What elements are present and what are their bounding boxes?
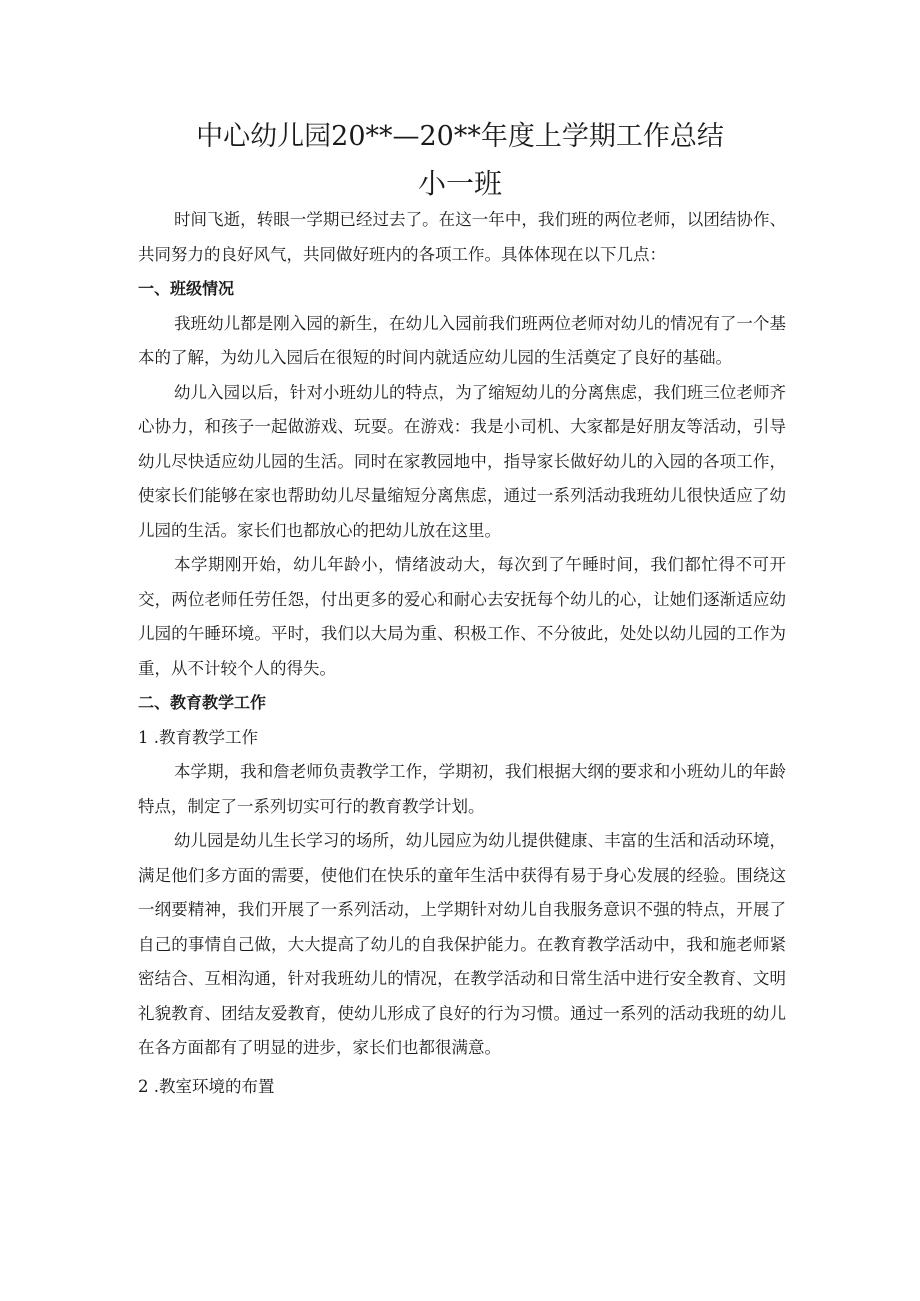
section2-sub1-paragraph-2: 幼儿园是幼儿生长学习的场所，幼儿园应为幼儿提供健康、丰富的生活和活动环境，满足他们多方面的需要，使他们在快乐的童年生活中获得有易于身心发展的经验。围绕这一纲要精神，我们开展了一系列活动，上学期针对幼儿自我服务意识不强的特点，开展了自己的事情自己做，大大提高了幼儿的自我保护能力。在教育教学活动中，我和施老师紧密结合、互相沟通，针对我班幼儿的情况，在教学活动和日常生活中进行安全教育、文明礼貌教育、团结友爱教育，使幼儿形成了良好的行为习惯。通过一系列的活动我班的幼儿在各方面都有了明显的进步，家长们也都很满意。: [138, 831, 786, 1057]
section1-paragraph-2: 幼儿入园以后，针对小班幼儿的特点，为了缩短幼儿的分离焦虑，我们班三位老师齐心协力，和孩子一起做游戏、玩耍。在游戏：我是小司机、大家都是好朋友等活动，引导幼儿尽快适应幼儿园的生活。同时在家教园地中，指导家长做好幼儿的入园的各项工作，使家长们能够在家也帮助幼儿尽量缩短分离焦虑，通过一系列活动我班幼儿很快适应了幼儿园的生活。家长们也都放心的把幼儿放在这里。: [138, 382, 786, 540]
document-body: [138, 203, 786, 1104]
section1-paragraph-1: 我班幼儿都是刚入园的新生，在幼儿入园前我们班两位老师对幼儿的情况有了一个基本的了解，为幼儿入园后在很短的时间内就适应幼儿园的生活奠定了良好的基础。: [138, 313, 786, 367]
document-subtitle: 小一班: [417, 167, 502, 200]
section1-paragraph-3: 本学期刚开始，幼儿年龄小，情绪波动大，每次到了午睡时间，我们都忙得不可开交，两位老师任劳任怨，付出更多的爱心和耐心去安抚每个幼儿的心，让她们逐渐适应幼儿园的午睡环境。平时，我们以大局为重、积极工作、不分彼此，处处以幼儿园的工作为重，从不计较个人的得失。: [138, 555, 786, 678]
section1-heading: 一、班级情况: [138, 279, 235, 298]
section2-heading: 二、教育教学工作: [138, 693, 267, 712]
section2-sub1-heading: 1 .教育教学工作: [138, 727, 258, 747]
document-title: 中心幼儿园20**—20**年度上学期工作总结: [196, 121, 724, 152]
intro-paragraph: 时间飞逝，转眼一学期已经过去了。在这一年中，我们班的两位老师，以团结协作、共同努力的良好风气，共同做好班内的各项工作。具体体现在以下几点：: [138, 210, 786, 264]
section2-sub2-heading: 2 .教室环境的布置: [138, 1076, 275, 1096]
section2-sub1-paragraph-1: 本学期，我和詹老师负责教学工作，学期初，我们根据大纲的要求和小班幼儿的年龄特点，制定了一系列切实可行的教育教学计划。: [138, 762, 786, 816]
